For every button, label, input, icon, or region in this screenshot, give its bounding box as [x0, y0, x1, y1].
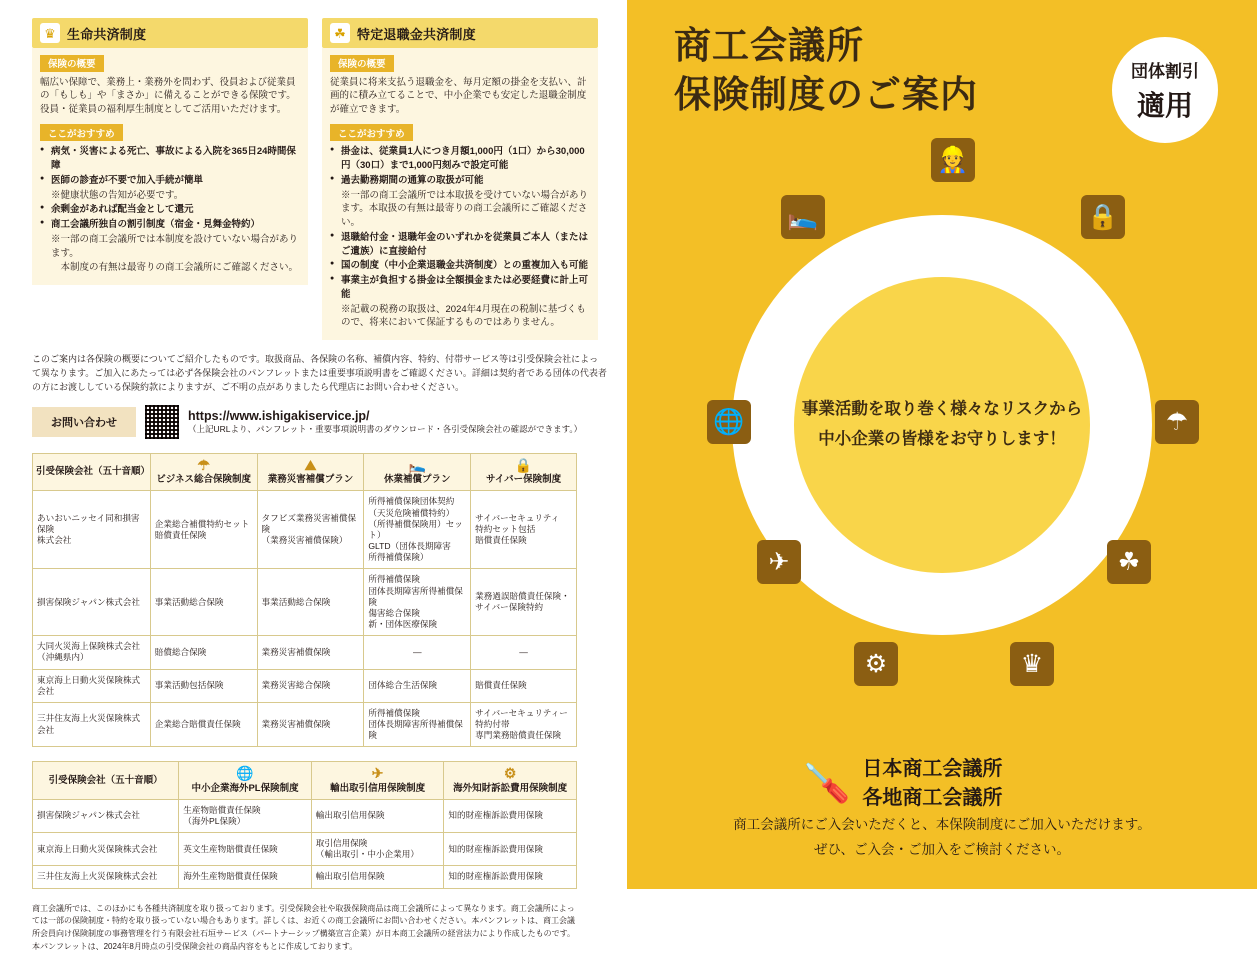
cell-product: 企業総合賠償責任保険 [150, 702, 257, 747]
cell-product: — [364, 636, 471, 669]
cell-product: 事業活動包括保険 [150, 669, 257, 702]
list-item: ● 国の制度（中小企業退職金共済制度）との重複加入も可能 [330, 259, 590, 273]
recommend-label: ここがおすすめ [40, 124, 123, 141]
cell-product: 取引信用保険 （輸出取引・中小企業用） [311, 833, 444, 866]
cell-product: 業務過誤賠償責任保険・ サイバー保険特約 [471, 569, 577, 636]
cell-product: 知的財産権訴訟費用保険 [444, 833, 577, 866]
list-item: ● 退職給付金・退職年金のいずれかを従業員ご本人（またはご遺族）に直接給付 [330, 231, 590, 259]
helmet-icon: ⛰ [304, 457, 317, 474]
list-item: ● 商工会議所独自の割引制度（宿金・見舞金特約） [40, 218, 300, 232]
col-header-label: 業務災害補償プラン [267, 474, 354, 486]
table-header-row [33, 454, 577, 491]
cell-product: 所得補償保険 団体長期障害所得補償保険 傷害総合保険 新・団体医療保険 [364, 569, 471, 636]
list-note: ※健康状態の告知が必要です。 [51, 189, 184, 201]
badge-line-2: 適用 [1136, 89, 1193, 121]
cell-product: 輸出取引信用保険 [311, 866, 444, 888]
cell-product: — [471, 636, 577, 669]
col-header-label: 休業補償プラン [383, 474, 451, 486]
list-item: ● 事業主が負担する掛金は全額損金または必要経費に計上可能 [330, 274, 590, 302]
cell-product: 団体総合生活保険 [364, 669, 471, 702]
col-header-label: 輸出取引信用保険制度 [330, 782, 426, 794]
list-item: ● 医師の診査が不要で加入手続が簡単 [40, 174, 300, 188]
left-panel [0, 0, 627, 951]
cell-product: 業務災害総合保険 [257, 669, 364, 702]
col-header-ip-litigation [444, 762, 577, 799]
col-header-export-credit [311, 762, 444, 799]
contact-row [32, 405, 607, 439]
box-title: 生命共済制度 [67, 26, 147, 42]
title-line-1: 商工会議所 [674, 25, 864, 66]
col-header-label: 引受保険会社（五十音順） [48, 774, 163, 786]
list-item: ● 過去勤務期間の通算の取扱が可能 [330, 174, 590, 188]
box-header [322, 18, 598, 48]
col-header-label: 中小企業海外PL保険制度 [191, 782, 299, 794]
table-row [33, 799, 577, 832]
right-panel [627, 0, 1257, 889]
recommend-list [40, 145, 300, 275]
table-body [33, 491, 577, 747]
cell-product: 輸出取引信用保険 [311, 799, 444, 832]
cell-insurer: 東京海上日動火災保険株式会社 [33, 833, 179, 866]
group-discount-badge [1109, 34, 1221, 146]
umbrella-icon: ☂ [197, 457, 210, 474]
bottom-line-1: 商工会議所にご入会いただくと、本保険制度にご加入いただけます。 [733, 816, 1151, 832]
lock-icon: 🔒 [514, 457, 533, 474]
overview-label: 保険の概要 [330, 55, 394, 72]
list-note: 本制度の有無は最寄りの商工会議所にご確認ください。 [51, 262, 299, 274]
cell-insurer: 損害保険ジャパン株式会社 [33, 799, 179, 832]
cell-insurer: あいおいニッセイ同和損害保険 株式会社 [33, 491, 151, 569]
risk-diagram-center [794, 277, 1090, 573]
jcci-logo [803, 755, 1002, 813]
plane-ship-icon: ✈ [757, 540, 801, 584]
box-body [32, 48, 308, 285]
table-row [33, 669, 577, 702]
footnote-text: 商工会議所では、このほかにも各種共済制度を取り扱っております。引受保険会社や取扱保険商品は商工会議所によって異なります。商工会議所によっては一部の保険制度・特約を取り扱っていない場合もあります。詳しくは、お近くの商工会議所にお問い合わせください。本パンフレットは、商工会議所会員向け保険制度の事務管理を行う有限会社石垣サービス（パートナーシップ構築宣言企業）が日本商工会議所の経営法力により作成したものです。本パンフレットは、2024年8月時点の引受保険会社の商品内容をもとに作成しております。 [32, 903, 576, 951]
cell-product: 業務災害補償保険 [257, 702, 364, 747]
col-header-label: サイバー保険制度 [486, 474, 562, 486]
product-boxes [32, 18, 607, 340]
cell-product: 業務災害補償保険 [257, 636, 364, 669]
col-header-label: 引受保険会社（五十音順） [36, 466, 151, 478]
logo-text [862, 755, 1002, 813]
recommend-list [330, 145, 590, 330]
shield-person-icon: ♛ [40, 23, 60, 43]
box-title: 特定退職金共済制度 [357, 26, 476, 42]
overview-text: 幅広い保障で、業務上・業務外を問わず、役員および従業員の「もしも」や「まさか」に備えることができる保険です。役員・従業員の福利厚生制度としてご活用いただけます。 [40, 76, 296, 116]
jcci-mark-icon: 🪛 [803, 763, 851, 805]
globe-icon: 🌐 [707, 400, 751, 444]
bottom-line-2: ぜひ、ご入会・ご加入をご検討ください。 [814, 842, 1070, 858]
cell-product: サイバーセキュリティー特約付帯 専門業務賠償責任保険 [471, 702, 577, 747]
col-header-leave-compensation [364, 454, 471, 491]
title-line-2: 保険制度のご案内 [674, 73, 978, 115]
table-row [33, 702, 577, 747]
overview-text: 従業員に将来支払う退職金を、毎月定額の掛金を支払い、計画的に積み立てることで、中小企業でも安定した退職金制度が確立できます。 [330, 76, 587, 116]
contact-text [188, 409, 582, 435]
recommend-label: ここがおすすめ [330, 124, 413, 141]
head-gear-icon: ⚙ [854, 642, 898, 686]
cell-product: 知的財産権訴訟費用保険 [444, 799, 577, 832]
right-bottom-note [627, 812, 1257, 863]
list-note: ※一部の商工会議所では本取扱を受けていない場合があります。本取扱の有無は最寄りの商工会議所にご確認ください。 [341, 189, 589, 229]
overview-label: 保険の概要 [40, 55, 104, 72]
cell-product: 企業総合補償特約セット 賠償責任保険 [150, 491, 257, 569]
col-header-work-accident [257, 454, 364, 491]
logo-line-2: 各地商工会議所 [862, 787, 1003, 809]
contact-sub: （上記URLより、パンフレット・重要事項説明書のダウンロード・各引受保険会社の確認ができます。） [188, 424, 583, 435]
badge-line-1: 団体割引 [1131, 61, 1199, 81]
cell-insurer: 三井住友海上火災保険株式会社 [33, 702, 151, 747]
table-body [33, 799, 577, 888]
col-header-label: ビジネス総合保険制度 [156, 474, 252, 486]
bed-icon: 🛌 [781, 195, 825, 239]
tree-icon: ☘ [330, 23, 350, 43]
disclaimer-text: このご案内は各保険の概要についてご紹介したものです。取扱商品、各保険の名称、補償内容、特約、付帯サービス等は引受保険会社によって異なります。ご加入にあたっては必ず各保険会社のパンフレットまたは重要事項説明書をご確認ください。詳細は契約者である団体の代表者の方にお渡ししている保険約款によりますが、ご不明の点がありましたら代理店にお問い合わせください。 [32, 354, 607, 393]
col-header-label: 海外知財訴訟費用保険制度 [453, 782, 568, 794]
table-header-row [33, 762, 577, 799]
logo-line-1: 日本商工会議所 [862, 758, 1003, 780]
page-title [674, 22, 978, 120]
cell-product: タフビズ業務災害補償保険 （業務災害補償保険） [257, 491, 364, 569]
table-row [33, 833, 577, 866]
table-row [33, 636, 577, 669]
qr-code-icon [145, 405, 179, 439]
list-item: ● 掛金は、従業員1人につき月額1,000円（1口）から30,000円（30口）まで1,000円刻みで設定可能 [330, 145, 590, 173]
insurer-table-overseas [32, 761, 577, 888]
worker-icon: 👷 [931, 138, 975, 182]
storm-umbrella-icon: ☂ [1155, 400, 1199, 444]
col-header-business-comprehensive [150, 454, 257, 491]
contact-url[interactable]: https://www.ishigakiservice.jp/ [188, 409, 370, 424]
table-row [33, 569, 577, 636]
cell-product: 事業活動総合保険 [150, 569, 257, 636]
list-item: ● 余剰金があれば配当金として還元 [40, 203, 300, 217]
lock-icon: 🔒 [1081, 195, 1125, 239]
col-header-overseas-pl [179, 762, 312, 799]
center-line-1: 事業活動を取り巻く様々なリスクから [801, 400, 1083, 419]
cell-product: 所得補償保険 団体長期障害所得補償保険 [364, 702, 471, 747]
cell-product: 賠償総合保険 [150, 636, 257, 669]
cell-product: 知的財産権訴訟費用保険 [444, 866, 577, 888]
center-text [802, 395, 1082, 454]
insurer-table-domestic [32, 453, 577, 747]
factory-tree-icon: ☘ [1107, 540, 1151, 584]
cell-product: 海外生産物賠償責任保険 [179, 866, 312, 888]
cell-product: 所得補償保険団体契約 （天災危険補償特約） （所得補償保険用）セット） GLTD（団体長期障害 所得補償保険） [364, 491, 471, 569]
cell-product: 生産物賠償責任保険 （海外PL保険） [179, 799, 312, 832]
cell-product: 賠償責任保険 [471, 669, 577, 702]
cell-insurer: 大同火災海上保険株式会社 （沖縄県内） [33, 636, 151, 669]
cell-insurer: 損害保険ジャパン株式会社 [33, 569, 151, 636]
list-note: ※記載の税務の取扱は、2024年4月現在の税制に基づくもので、将来において保証するものではありません。 [341, 303, 586, 329]
table-row [33, 491, 577, 569]
box-header [32, 18, 308, 48]
list-item: ● 病気・災害による死亡、事故による入院を365日24時間保障 [40, 145, 300, 173]
contact-label: お問い合わせ [32, 407, 136, 437]
person-shield-icon: ♛ [1010, 642, 1054, 686]
product-box-retirement-mutual-aid [322, 18, 598, 340]
col-header-insurer [33, 762, 179, 799]
cell-insurer: 東京海上日動火災保険株式会社 [33, 669, 151, 702]
center-line-2: 中小企業の皆様をお守りします！ [818, 430, 1066, 448]
cell-product: 英文生産物賠償責任保険 [179, 833, 312, 866]
head-gear-icon: ⚙ [503, 765, 517, 782]
product-box-life-mutual-aid [32, 18, 308, 340]
col-header-insurer [33, 454, 151, 491]
cell-product: 事業活動総合保険 [257, 569, 364, 636]
list-note: ※一部の商工会議所では本制度を設けていない場合があります。 [51, 233, 299, 259]
col-header-cyber [471, 454, 577, 491]
plane-ship-icon: ✈ [371, 765, 384, 782]
globe-icon: 🌐 [236, 765, 254, 782]
box-body [322, 48, 598, 340]
table-row [33, 866, 577, 888]
cell-product: サイバーセキュリティ 特約セット包括 賠償責任保険 [471, 491, 577, 569]
cell-insurer: 三井住友海上火災保険株式会社 [33, 866, 179, 888]
bed-icon: 🛌 [408, 457, 426, 474]
